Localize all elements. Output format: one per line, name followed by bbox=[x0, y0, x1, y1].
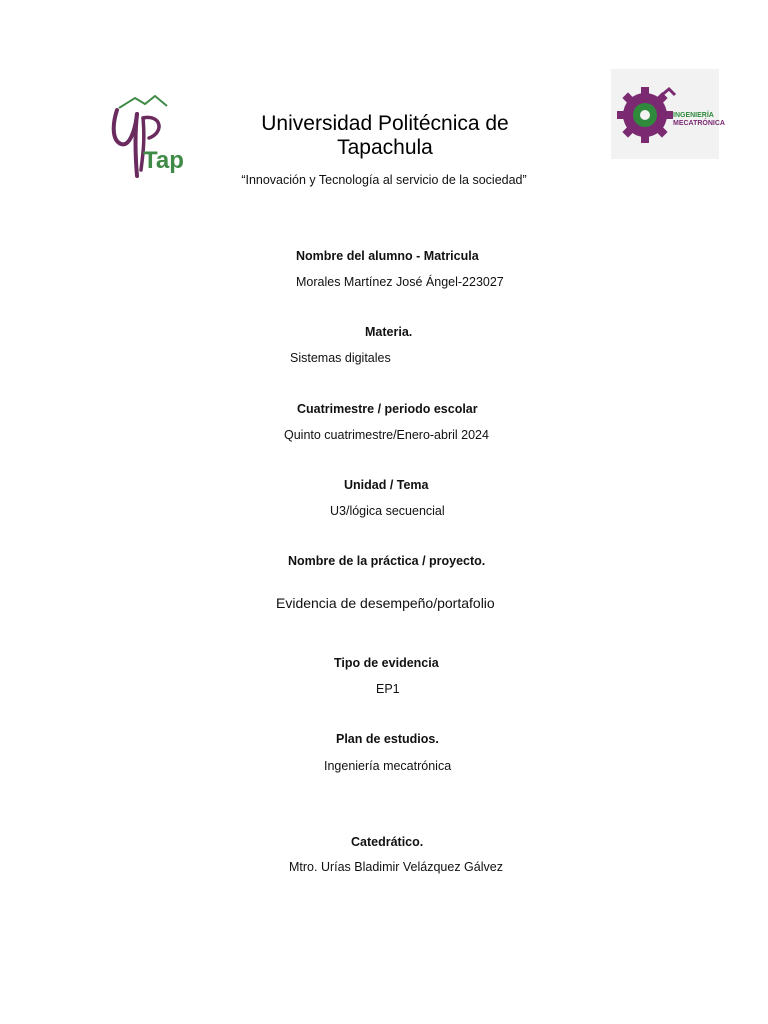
university-name-line2: Tapachula bbox=[337, 136, 433, 159]
mecatronica-logo bbox=[611, 69, 725, 159]
professor-label: Catedrático. bbox=[351, 835, 424, 849]
svg-text:MECATRÓNICA: MECATRÓNICA bbox=[673, 120, 725, 127]
study-plan-label: Plan de estudios. bbox=[336, 732, 439, 746]
evidence-type-label: Tipo de evidencia bbox=[334, 656, 439, 670]
unit-value: U3/lógica secuencial bbox=[330, 504, 445, 518]
practice-label: Nombre de la práctica / proyecto. bbox=[288, 554, 486, 568]
slogan: “Innovación y Tecnología al servicio de la sociedad” bbox=[241, 173, 527, 187]
evidence-type-value: EP1 bbox=[376, 682, 400, 696]
practice-value: Evidencia de desempeño/portafolio bbox=[276, 595, 495, 611]
term-value: Quinto cuatrimestre/Enero-abril 2024 bbox=[284, 428, 489, 442]
unit-label: Unidad / Tema bbox=[344, 478, 429, 492]
svg-text:Tap: Tap bbox=[143, 147, 184, 174]
professor-value: Mtro. Urías Bladimir Velázquez Gálvez bbox=[289, 860, 503, 874]
student-name-label: Nombre del alumno - Matricula bbox=[296, 249, 479, 263]
study-plan-value: Ingeniería mecatrónica bbox=[324, 759, 452, 773]
subject-label: Materia. bbox=[365, 325, 413, 339]
university-name bbox=[240, 112, 530, 160]
student-name-value: Morales Martínez José Ángel-223027 bbox=[296, 275, 504, 289]
university-name-line1: Universidad Politécnica de bbox=[261, 112, 509, 135]
term-label: Cuatrimestre / periodo escolar bbox=[297, 402, 478, 416]
gear-logo-icon bbox=[611, 69, 725, 159]
svg-text:INGENIERÍA: INGENIERÍA bbox=[673, 112, 714, 119]
subject-value: Sistemas digitales bbox=[290, 351, 391, 365]
